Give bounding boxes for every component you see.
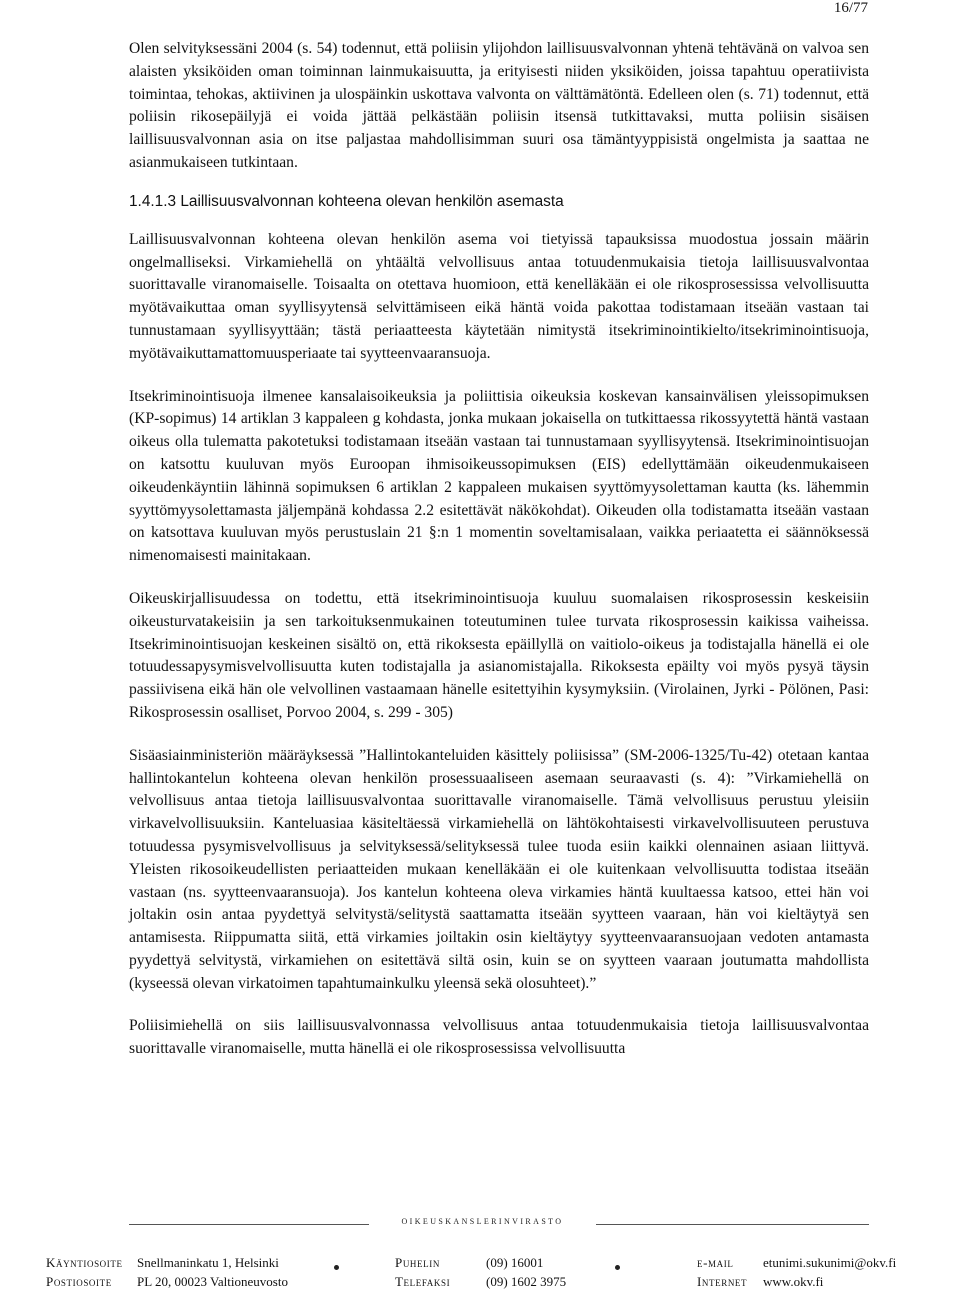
letterhead-footer [0,1206,960,1291]
footer-brand-row [0,1212,960,1236]
bullet-icon [615,1265,620,1270]
postal-address-label: Postiosoite [46,1274,112,1289]
fax-label: Telefaksi [395,1274,451,1289]
paragraph-3: Itsekriminointisuoja ilmenee kansalaisoikeuksia ja poliittisia oikeuksia koskevan kansainvälisen yleissopimuksen (KP-sopimus) 14 artiklan 3 kappaleen g kohdasta, jonka mukaan jokaisella on tutkittaessa rikossyytettä häntä vastaan oikeus olla tulematta pakotetuksi todistamaan itseään vastaan tai tunnustamaan syyllisyytensä. Itsekriminointisuojan on katsottu kuuluvan myös Euroopan ihmisoikeussopimuksen (EIS) edellyttämään oikeudenmukaiseen oikeudenkäyntiin lähinnä sopimuksen 6 artiklan 2 kappaleen mukaisen syyttömyysolettaman kautta (ks. lähemmin syyttömyysolettamasta jäljempänä kohdassa 2.2 esitettävät näkökohdat). Oikeuden olla todistamatta itseään vastaan on katsottava kuuluvan myös perustuslain 21 §:n 1 momentin soveltamisalaan, vaikka periaatetta ei säännöksessä nimenomaisesti mainitakaan. [129,387,869,565]
footer-brand: oikeuskanslerinvirasto [401,1215,564,1227]
paragraph-2: Laillisuusvalvonnan kohteena olevan henkilön asema voi tietyissä tapauksissa muodostua jossain määrin ongelmalliseksi. Virkamiehellä on yhtäältä velvollisuus antaa totuudenmukaisia tietoja laillisuusvalvontaa suorittavalle viranomaiselle. Toisaalta on otettava huomioon, että kenelläkään ei ole rikosprosessissa velvollisuutta myötävaikuttaa oman syyllisyytensä selvittämiseen eikä häntä voida pakottaa todistamaan itseään vastaan tai tunnustamaan syyllisyyttään; tästä periaatteesta käytetään nimitystä itsekriminointikielto/itsekriminointisuoja, myötävaikuttamattomuusperiaate tai syytteenvaaransuoja. [129,230,869,362]
postal-address-value: PL 20, 00023 Valtioneuvosto [137,1274,288,1289]
paragraph-1: Olen selvityksessäni 2004 (s. 54) todennut, että poliisin ylijohdon laillisuusvalvonnan yhtenä tehtävänä on valvoa sen alaisten yksiköiden oman toiminnan lainmukaisuutta, ja erityisesti niiden yksiköiden, joissa tapahtuu operatiivista toimintaa, tehokas, aktiivinen ja ulospäinkin uskottava valvonta on välttämätöntä. Edelleen olen (s. 71) todennut, että poliisin rikosepäilyjä ei voida jättää pelkästään poliisin itsensä tutkittavaksi, mutta poliisin sisäisen laillisuusvalvonnan asia on itse paljastaa mahdollisimman suuri osa tämäntyyppisistä ongelmista ja saattaa ne asianmukaiseen tutkintaan. [129,40,869,171]
phone-value: (09) 16001 [486,1255,544,1270]
internet-value[interactable]: www.okv.fi [763,1274,824,1289]
paragraph-5: Sisäasiainministeriön määräyksessä ”Hallintokanteluiden käsittely poliisissa” (SM-2006-1325/Tu-42) otetaan kantaa hallintokantelun kohteena olevan henkilön prosessuaaliseen asemaan seuraavasti (s. 4): ”Virkamiehellä on velvollisuus antaa tietoja laillisuusvalvontaa suorittavalle viranomaiselle. Tämä velvollisuus perustuu yleisiin virkavelvollisuuksiin. Kanteluasiaa käsiteltäessä virkamiehellä on lähtökohtaisesti virkavelvollisuuteen perustuva totuudessa pysymisvelvollisuus ja selvityksessä/selityksessä tulee tuoda esiin kaikki olennainen asiaan liittyvä. Yleisten rikosoikeudellisten periaatteiden mukaan kenelläkään ei ole kuitenkaan velvollisuutta todistaa itseään vastaan (ns. syytteenvaaransuoja). Jos kantelun kohteena oleva virkamies häntä kuultaessa katsoo, ettei hän voi joltakin osin antaa pyydettyä selvitystä/selitystä saattamatta itseään syytteen vaaraan, hän voi kieltäytyä sen antamisesta. Riippumatta siitä, että virkamies joiltakin osin kieltäytyy syytteenvaaransuojaan vedoten antamasta pyydettyä selvitystä, virkamiehen on esitettävä siltä osin, kuin se on syytteen vaaraan joutumatta mahdollista (kyseessä olevan virkatoimen tapahtumainkulku yleensä sekä olosuhteet).” [129,746,869,992]
internet-label: Internet [697,1274,748,1289]
visit-address-value: Snellmaninkatu 1, Helsinki [137,1255,279,1270]
visit-address-label: Käyntiosoite [46,1255,123,1270]
footer-divider-left [129,1224,369,1225]
page-number: 16/77 [833,0,868,16]
email-value[interactable]: etunimi.sukunimi@okv.fi [763,1255,897,1270]
fax-value: (09) 1602 3975 [486,1274,567,1289]
footer-divider-right [596,1224,869,1225]
paragraph-4: Oikeuskirjallisuudessa on todettu, että itsekriminointisuoja kuuluu suomalaisen rikosprosessin keskeisiin oikeusturvatakeisiin ja sen tarkoituksenmukainen toteutuminen tulee turvata rikosprosessin kaikissa vaiheissa. Itsekriminointisuojan keskeinen sisältö on, että rikoksesta epäillyllä on vaitiolo-oikeus ja todistajalla hänellä ei ole totuudessapysymisvelvollisuutta kuten todistajalla ja asianomistajalla. Rikoksesta epäilty voi myös pysyä täysin passiivisena eikä hän ole velvollinen vastaamaan hänelle esitettyihin kysymyksiin. (Virolainen, Jyrki - Pölönen, Pasi: Rikosprosessin osalliset, Porvoo 2004, s. 299 - 305) [129,589,869,721]
paragraph-6: Poliisimiehellä on siis laillisuusvalvonnassa velvollisuus antaa totuudenmukaisia tietoja laillisuusvalvontaa suorittavalle viranomaiselle, mutta hänellä ei ole rikosprosessissa velvollisuutta [129,1017,869,1058]
section-heading: 1.4.1.3 Laillisuusvalvonnan kohteena olevan henkilön asemasta [129,192,564,210]
bullet-icon [334,1265,339,1270]
document-body [129,38,869,1061]
phone-label: Puhelin [395,1255,440,1270]
email-label: e-mail [697,1255,734,1270]
